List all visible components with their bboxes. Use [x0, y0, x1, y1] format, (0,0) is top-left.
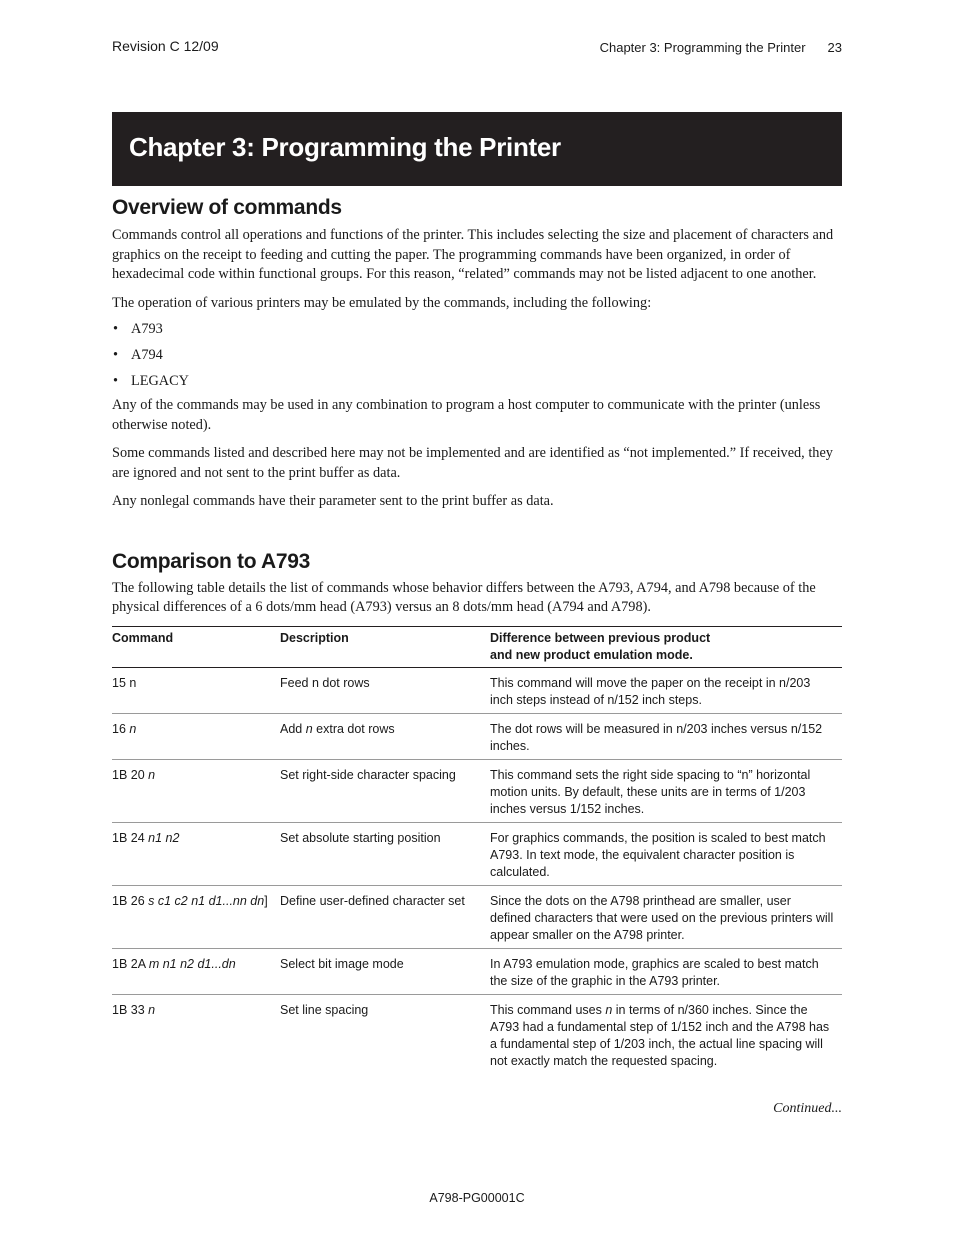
cell-difference: Since the dots on the A798 printhead are smaller, user defined characters that were used on the previous printers will appear smaller on the A798 printer.: [490, 885, 842, 948]
comparison-intro: The following table details the list of commands whose behavior differs between the A793, A794, and A798 because of the physical differences of a 6 dots/mm head (A793) versus an 8 dots/mm head (A794 and A798).: [112, 579, 816, 615]
cell-description: Set absolute starting position: [280, 822, 490, 885]
overview-paragraph-3: Any of the commands may be used in any combination to program a host computer to communicate with the printer (unless otherwise noted).: [112, 397, 821, 433]
table-header-row: [112, 626, 842, 667]
cell-difference: For graphics commands, the position is scaled to best match A793. In text mode, the equivalent character position is calculated.: [490, 822, 842, 885]
header-revision: Revision C 12/09: [112, 38, 219, 54]
emulation-list: [112, 316, 842, 394]
list-item: • LEGACY: [112, 368, 842, 394]
cell-command: 16 n: [112, 713, 280, 759]
list-item: • A793: [112, 316, 842, 342]
cell-command: 1B 24 n1 n2: [112, 822, 280, 885]
cell-difference: In A793 emulation mode, graphics are scaled to best match the size of the graphic in the A793 printer.: [490, 948, 842, 994]
overview-paragraph-4: Some commands listed and described here may not be implemented and are identified as “not implemented.” If received, they are ignored and not sent to the print buffer as data.: [112, 445, 833, 481]
comparison-heading: Comparison to A793: [112, 549, 311, 573]
column-header-difference: [490, 626, 842, 667]
cell-description: Feed n dot rows: [280, 667, 490, 713]
table-row: [112, 822, 842, 885]
table-row: [112, 994, 842, 1074]
column-header-command: Command: [112, 626, 280, 667]
overview-heading: Overview of commands: [112, 196, 342, 219]
cell-description: Select bit image mode: [280, 948, 490, 994]
cell-description: Set right-side character spacing: [280, 759, 490, 822]
cell-command: 1B 20 n: [112, 759, 280, 822]
column-header-difference-line-2: and new product emulation mode.: [490, 647, 693, 662]
cell-command: 1B 26 s c1 c2 n1 d1...nn dn]: [112, 885, 280, 948]
cell-difference: This command sets the right side spacing to “n” horizontal motion units. By default, these units are in terms of 1/203 inches versus 1/152 inches.: [490, 759, 842, 822]
continued-note: Continued...: [773, 1101, 842, 1116]
overview-paragraph-2: The operation of various printers may be emulated by the commands, including the following:: [112, 294, 652, 311]
cell-description: Set line spacing: [280, 1002, 369, 1017]
list-item: • A794: [112, 342, 842, 368]
chapter-banner: [112, 112, 842, 186]
cell-difference: The dot rows will be measured in n/203 inches versus n/152 inches.: [490, 713, 842, 759]
cell-description: Define user-defined character set: [280, 885, 490, 948]
cell-command: 15 n: [112, 667, 280, 713]
comparison-table: [112, 626, 842, 1074]
table-row: [112, 667, 842, 713]
cell-difference: This command uses n in terms of n/360 inches. Since the A793 had a fundamental step of 1/152 inch and the A798 has a fundamental step of 1/203 inch, the actual line spacing will not exactly match the requested spacing.: [490, 1002, 830, 1068]
header-chapter-title: Chapter 3: Programming the Printer: [599, 40, 806, 55]
overview-paragraph-5: Any nonlegal commands have their parameter sent to the print buffer as data.: [112, 493, 554, 509]
table-row: [112, 948, 842, 994]
table-row: [112, 759, 842, 822]
cell-command: 1B 33 n: [112, 1002, 156, 1017]
cell-description: Add n extra dot rows: [280, 713, 490, 759]
overview-paragraph-1: Commands control all operations and functions of the printer. This includes selecting the size and placement of characters and graphics on the receipt to feeding and cutting the paper. The programming commands have been organized, in order of hexadecimal code within functional groups. For this reason, “related” commands may not be listed adjacent to one another.: [112, 227, 834, 282]
column-header-difference-line-1: Difference between previous product: [490, 630, 711, 645]
page-content: [112, 196, 842, 1074]
table-row: [112, 885, 842, 948]
column-header-description: Description: [280, 626, 490, 667]
header-page-number: 23: [827, 40, 842, 55]
header-chapter-page: [600, 40, 842, 55]
table-row: [112, 713, 842, 759]
cell-difference: This command will move the paper on the receipt in n/203 inch steps instead of n/152 inch steps.: [490, 667, 842, 713]
footer-doc-number: A798-PG00001C: [429, 1191, 525, 1205]
cell-command: 1B 2A m n1 n2 d1...dn: [112, 948, 280, 994]
chapter-title: Chapter 3: Programming the Printer: [129, 132, 561, 162]
